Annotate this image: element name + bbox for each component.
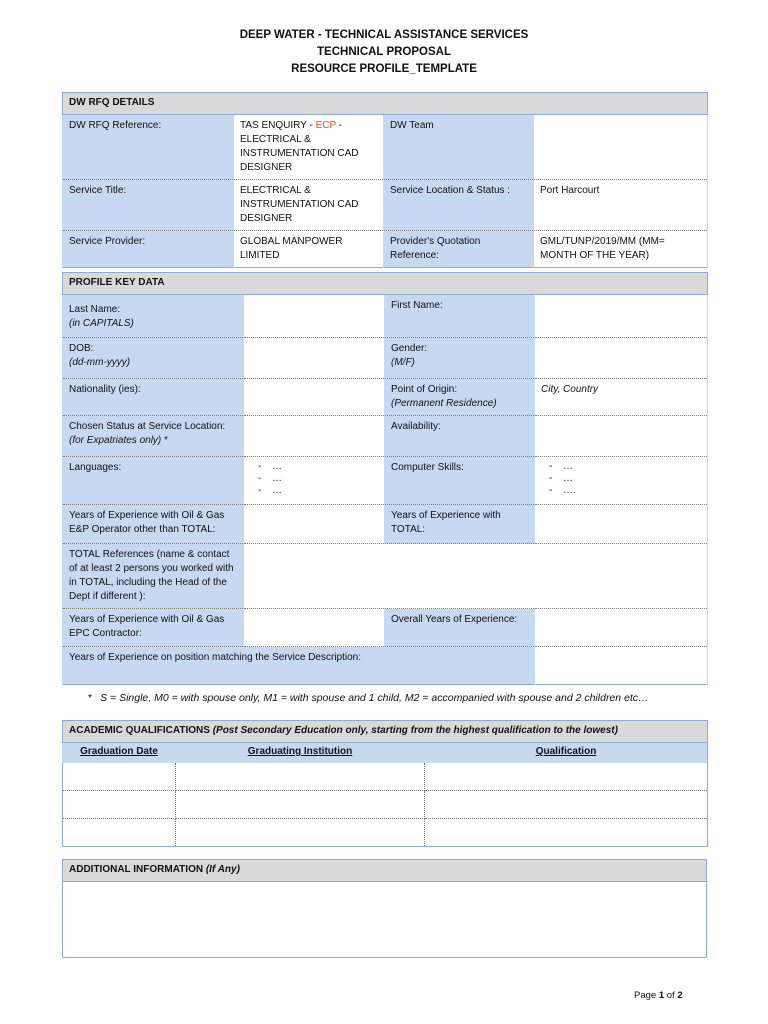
list-item: - …. [549, 485, 701, 497]
graduation-date-cell[interactable] [63, 791, 176, 819]
dw-team-value[interactable] [534, 115, 708, 180]
institution-cell[interactable] [176, 791, 425, 819]
list-item: - … [258, 485, 378, 497]
last-name-text: Last Name: [69, 304, 121, 315]
academic-qualifications-table [62, 720, 708, 847]
availability-label: Availability: [385, 416, 535, 457]
quotation-reference-value[interactable]: GML/TUNP/2019/MM (MM= MONTH OF THE YEAR) [534, 231, 708, 268]
gender-field[interactable] [535, 338, 708, 379]
service-title-label: Service Title: [63, 180, 234, 231]
chosen-status-field[interactable] [244, 416, 385, 457]
origin-hint: (Permanent Residence) [391, 398, 497, 409]
dob-label [63, 338, 244, 379]
gender-text: Gender: [391, 343, 428, 354]
origin-field[interactable]: City, Country [535, 379, 708, 416]
additional-information-table [62, 859, 707, 958]
overall-exp-label: Overall Years of Experience: [385, 609, 535, 647]
title-line-1: DEEP WATER - TECHNICAL ASSISTANCE SERVICES [239, 29, 529, 41]
list-item: - … [258, 461, 378, 473]
academic-heading-text: ACADEMIC QUALIFICATIONS [69, 725, 210, 736]
first-name-label: First Name: [385, 295, 535, 338]
profile-key-data-table [62, 272, 708, 685]
service-location-label: Service Location & Status : [384, 180, 534, 231]
institution-cell[interactable] [176, 763, 425, 791]
chosen-status-star: * [161, 435, 168, 446]
list-item: - … [549, 473, 701, 485]
chosen-status-hint: (for Expatriates only) [69, 435, 162, 446]
dob-field[interactable] [244, 338, 385, 379]
gender-hint: (M/F) [391, 357, 415, 368]
languages-list [258, 461, 378, 497]
rfq-details-table [62, 92, 708, 268]
rfq-ref-part-a: TAS ENQUIRY - [240, 120, 316, 131]
institution-cell[interactable] [176, 819, 425, 847]
last-name-hint: (in CAPITALS) [69, 318, 134, 329]
rfq-ref-part-c: - ELECTRICAL & INSTRUMENTATION CAD DESIGNER [240, 120, 359, 173]
rfq-reference-label: DW RFQ Reference: [63, 115, 234, 180]
footnote-text: S = Single, M0 = with spouse only, M1 = with spouse and 1 child, M2 = accompanied with spouse and 2 children etc… [100, 692, 649, 704]
exp-total-field[interactable] [535, 505, 708, 544]
page-prefix: Page [634, 990, 659, 1001]
dob-text: DOB: [69, 343, 94, 354]
exp-epc-label: Years of Experience with Oil & Gas EPC Contractor: [63, 609, 244, 647]
service-provider-value[interactable]: GLOBAL MANPOWER LIMITED [234, 231, 384, 268]
additional-information-field[interactable] [63, 882, 707, 958]
qualification-cell[interactable] [425, 763, 708, 791]
graduation-date-header: Graduation Date [63, 743, 176, 763]
matching-exp-label: Years of Experience on position matching the Service Description: [63, 647, 535, 685]
profile-heading: PROFILE KEY DATA [63, 273, 708, 295]
gender-label [385, 338, 535, 379]
exp-other-operator-label: Years of Experience with Oil & Gas E&P Operator other than TOTAL: [63, 505, 244, 544]
status-footnote [88, 692, 649, 704]
additional-heading-text: ADDITIONAL INFORMATION [69, 864, 204, 875]
service-title-value[interactable]: ELECTRICAL & INSTRUMENTATION CAD DESIGNER [234, 180, 384, 231]
graduating-institution-header: Graduating Institution [176, 743, 425, 763]
academic-heading [63, 721, 708, 743]
computer-skills-label: Computer Skills: [385, 457, 535, 505]
exp-total-label: Years of Experience with TOTAL: [385, 505, 535, 544]
additional-heading-note: (If Any) [203, 864, 240, 875]
last-name-field[interactable] [244, 295, 385, 338]
nationality-field[interactable] [244, 379, 385, 416]
chosen-status-text: Chosen Status at Service Location: [69, 421, 226, 432]
chosen-status-label [63, 416, 244, 457]
table-row [63, 763, 708, 791]
list-item: - … [549, 461, 701, 473]
languages-field[interactable] [244, 457, 385, 505]
service-provider-label: Service Provider: [63, 231, 234, 268]
total-references-field[interactable] [244, 544, 708, 609]
title-line-2: TECHNICAL PROPOSAL [317, 46, 451, 58]
rfq-reference-value[interactable] [234, 115, 384, 180]
origin-text: Point of Origin: [391, 384, 458, 395]
dob-hint: (dd-mm-yyyy) [69, 357, 131, 368]
last-name-label [63, 295, 244, 338]
qualification-cell[interactable] [425, 791, 708, 819]
rfq-heading: DW RFQ DETAILS [63, 93, 708, 115]
graduation-date-cell[interactable] [63, 763, 176, 791]
rfq-ref-part-b: ECP [315, 120, 336, 131]
quotation-reference-label: Provider's Quotation Reference: [384, 231, 534, 268]
computer-skills-field[interactable] [535, 457, 708, 505]
nationality-label: Nationality (ies): [63, 379, 244, 416]
origin-label [385, 379, 535, 416]
languages-label: Languages: [63, 457, 244, 505]
list-item: - … [258, 473, 378, 485]
service-location-value[interactable]: Port Harcourt [534, 180, 708, 231]
table-row [63, 791, 708, 819]
qualification-cell[interactable] [425, 819, 708, 847]
page-number [634, 990, 683, 1001]
footnote-star: * [88, 692, 93, 704]
total-references-label: TOTAL References (name & contact of at least 2 persons you worked with in TOTAL, including the Head of the Dept if different ): [63, 544, 244, 609]
first-name-field[interactable] [535, 295, 708, 338]
table-row [63, 819, 708, 847]
availability-field[interactable] [535, 416, 708, 457]
exp-other-operator-field[interactable] [244, 505, 385, 544]
matching-exp-field[interactable] [535, 647, 708, 685]
exp-epc-field[interactable] [244, 609, 385, 647]
title-line-3: RESOURCE PROFILE_TEMPLATE [291, 63, 477, 75]
academic-heading-note: (Post Secondary Education only, starting from the highest qualification to the lowest) [209, 725, 618, 736]
document-title [0, 27, 768, 78]
page-current: 1 [658, 990, 665, 1001]
page-total: 2 [677, 990, 683, 1001]
graduation-date-cell[interactable] [63, 819, 176, 847]
page-of: of [664, 990, 678, 1001]
overall-exp-field[interactable] [535, 609, 708, 647]
dw-team-label: DW Team [384, 115, 534, 180]
qualification-header: Qualification [425, 743, 708, 763]
computer-skills-list [549, 461, 701, 497]
additional-heading [63, 860, 707, 882]
